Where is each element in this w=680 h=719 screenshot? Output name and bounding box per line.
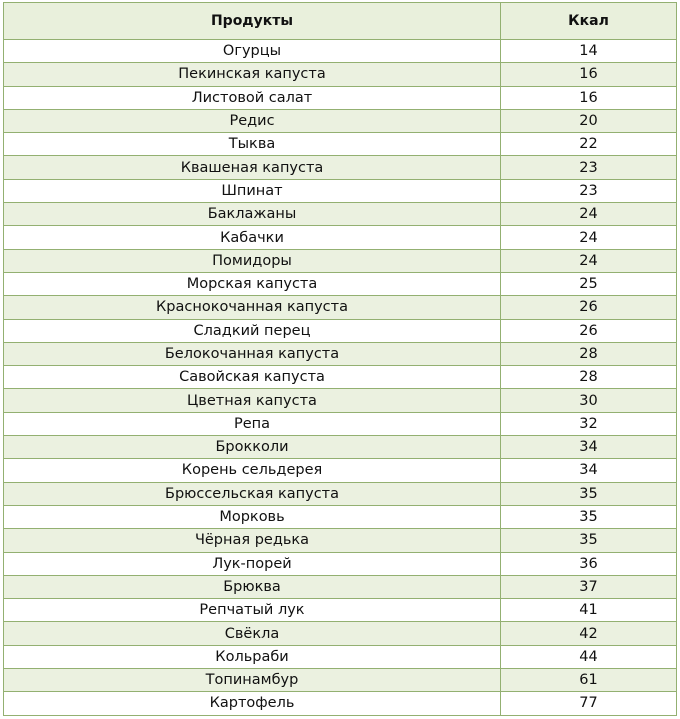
product-cell: Картофель xyxy=(4,692,501,715)
table-row xyxy=(4,156,677,179)
table-row xyxy=(4,86,677,109)
kcal-cell: 24 xyxy=(501,203,677,226)
product-cell: Кольраби xyxy=(4,645,501,668)
table-row xyxy=(4,366,677,389)
product-cell: Тыква xyxy=(4,133,501,156)
table-row xyxy=(4,109,677,132)
kcal-cell: 42 xyxy=(501,622,677,645)
kcal-cell: 23 xyxy=(501,179,677,202)
kcal-cell: 36 xyxy=(501,552,677,575)
kcal-cell: 44 xyxy=(501,645,677,668)
product-cell: Чёрная редька xyxy=(4,529,501,552)
product-cell: Брюква xyxy=(4,575,501,598)
kcal-cell: 32 xyxy=(501,412,677,435)
table-row xyxy=(4,389,677,412)
table-row xyxy=(4,692,677,715)
kcal-cell: 20 xyxy=(501,109,677,132)
product-cell: Корень сельдерея xyxy=(4,459,501,482)
product-cell: Листовой салат xyxy=(4,86,501,109)
kcal-cell: 34 xyxy=(501,459,677,482)
kcal-cell: 34 xyxy=(501,436,677,459)
table-row xyxy=(4,459,677,482)
table-row xyxy=(4,319,677,342)
product-cell: Свёкла xyxy=(4,622,501,645)
product-cell: Брюссельская капуста xyxy=(4,482,501,505)
product-cell: Топинамбур xyxy=(4,669,501,692)
table-row xyxy=(4,203,677,226)
table-row xyxy=(4,342,677,365)
kcal-cell: 22 xyxy=(501,133,677,156)
kcal-cell: 24 xyxy=(501,249,677,272)
product-cell: Шпинат xyxy=(4,179,501,202)
product-cell: Лук-порей xyxy=(4,552,501,575)
product-cell: Баклажаны xyxy=(4,203,501,226)
product-cell: Цветная капуста xyxy=(4,389,501,412)
kcal-cell: 14 xyxy=(501,40,677,63)
product-cell: Брокколи xyxy=(4,436,501,459)
kcal-cell: 35 xyxy=(501,505,677,528)
kcal-cell: 30 xyxy=(501,389,677,412)
product-cell: Кабачки xyxy=(4,226,501,249)
table-row xyxy=(4,482,677,505)
table-row xyxy=(4,529,677,552)
table-row xyxy=(4,552,677,575)
product-cell: Савойская капуста xyxy=(4,366,501,389)
kcal-cell: 28 xyxy=(501,366,677,389)
kcal-cell: 28 xyxy=(501,342,677,365)
kcal-cell: 35 xyxy=(501,482,677,505)
table-row xyxy=(4,226,677,249)
kcal-cell: 25 xyxy=(501,272,677,295)
product-cell: Морская капуста xyxy=(4,272,501,295)
kcal-cell: 77 xyxy=(501,692,677,715)
table-row xyxy=(4,249,677,272)
product-cell: Редис xyxy=(4,109,501,132)
table-row xyxy=(4,669,677,692)
table-row xyxy=(4,645,677,668)
table-row xyxy=(4,63,677,86)
product-cell: Краснокочанная капуста xyxy=(4,296,501,319)
table-row xyxy=(4,296,677,319)
product-cell: Морковь xyxy=(4,505,501,528)
table-row xyxy=(4,505,677,528)
product-cell: Репчатый лук xyxy=(4,599,501,622)
table-row xyxy=(4,40,677,63)
kcal-cell: 35 xyxy=(501,529,677,552)
product-cell: Сладкий перец xyxy=(4,319,501,342)
table-row xyxy=(4,133,677,156)
product-cell: Помидоры xyxy=(4,249,501,272)
product-cell: Огурцы xyxy=(4,40,501,63)
kcal-cell: 26 xyxy=(501,296,677,319)
table-row xyxy=(4,412,677,435)
table-body xyxy=(4,40,677,716)
table-row xyxy=(4,436,677,459)
column-header-kcal: Ккал xyxy=(501,3,677,40)
kcal-cell: 16 xyxy=(501,63,677,86)
product-cell: Квашеная капуста xyxy=(4,156,501,179)
product-cell: Пекинская капуста xyxy=(4,63,501,86)
product-cell: Репа xyxy=(4,412,501,435)
kcal-cell: 41 xyxy=(501,599,677,622)
product-cell: Белокочанная капуста xyxy=(4,342,501,365)
kcal-cell: 61 xyxy=(501,669,677,692)
column-header-product: Продукты xyxy=(4,3,501,40)
kcal-cell: 23 xyxy=(501,156,677,179)
kcal-cell: 26 xyxy=(501,319,677,342)
header-row xyxy=(4,3,677,40)
table-header xyxy=(4,3,677,40)
table-row xyxy=(4,599,677,622)
table-row xyxy=(4,575,677,598)
kcal-cell: 24 xyxy=(501,226,677,249)
kcal-cell: 16 xyxy=(501,86,677,109)
table-row xyxy=(4,622,677,645)
table-row xyxy=(4,272,677,295)
calorie-table xyxy=(3,2,677,716)
kcal-cell: 37 xyxy=(501,575,677,598)
table-row xyxy=(4,179,677,202)
